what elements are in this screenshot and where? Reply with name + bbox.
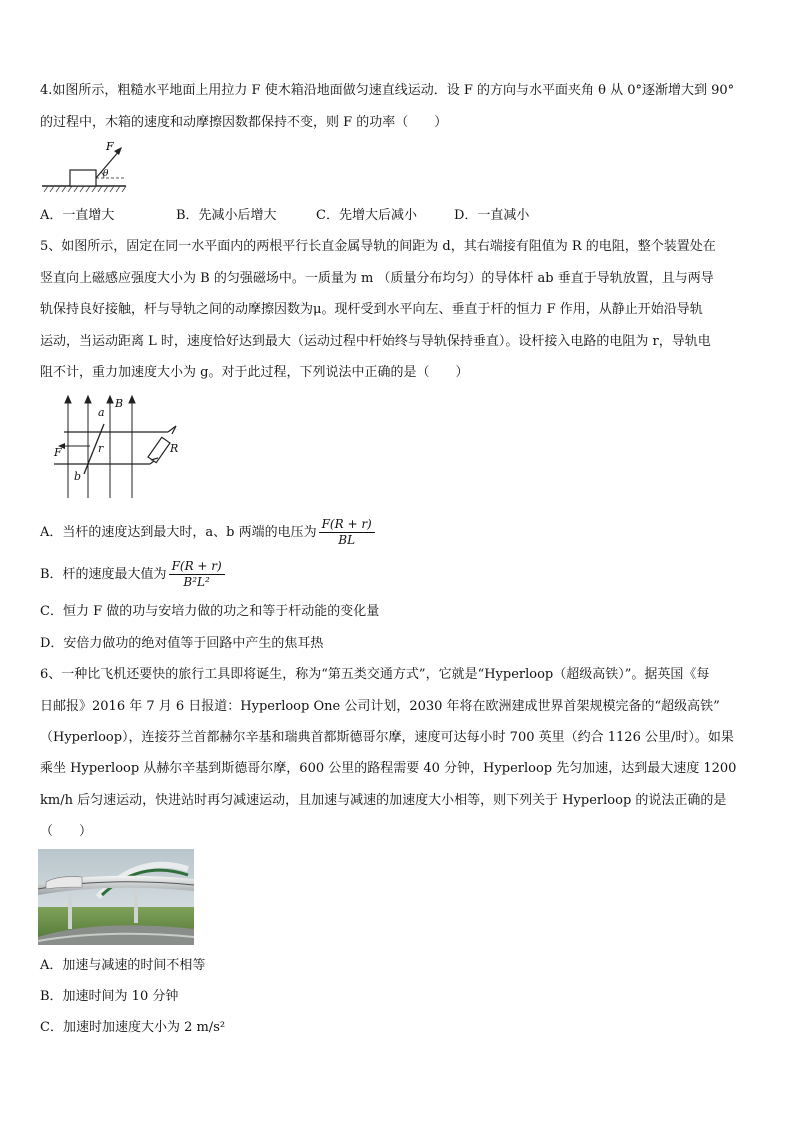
q6-stem-line-2: 日邮报》2016 年 7 月 6 日报道：Hyperloop One 公司计划，2030 年将在欧洲建成世界首架规模完备的“超级高铁” bbox=[40, 699, 720, 714]
q4-stem-line-2: 的过程中，木箱的速度和动摩擦因数都保持不变，则 F 的功率（ ） bbox=[40, 115, 448, 130]
q5-stem-line-1: 5、如图所示，固定在同一水平面内的两根平行长直金属导轨的间距为 d，其右端接有阻值为 R 的电阻，整个装置处在 bbox=[40, 239, 716, 254]
q4-option-b: B．先减小后增大 bbox=[176, 208, 277, 223]
q5-option-b-numerator: F(R + r) bbox=[169, 559, 225, 575]
q5-option-b bbox=[40, 558, 227, 592]
q6-stem-line-5: km/h 后匀速运动，快进站时再匀减速运动，且加速与减速的加速度大小相等，则下列关于 Hyperloop 的说法正确的是 bbox=[40, 793, 727, 808]
q4-option-d: D．一直减小 bbox=[454, 208, 530, 223]
q6-option-a: A．加速与减速的时间不相等 bbox=[40, 958, 206, 973]
q6-option-c: C．加速时加速度大小为 2 m/s² bbox=[40, 1020, 226, 1035]
q5-stem-line-5: 阻不计，重力加速度大小为 g。对于此过程，下列说法中正确的是（ ） bbox=[40, 365, 469, 380]
q5-label-B: B bbox=[115, 397, 124, 410]
q4-option-a: A．一直增大 bbox=[40, 208, 115, 223]
q6-stem-line-1: 6、一种比飞机还要快的旅行工具即将诞生，称为“第五类交通方式”，它就是“Hyperloop（超级高铁）”。据英国《每 bbox=[40, 667, 710, 682]
q5-label-a: a bbox=[98, 406, 105, 419]
q4-stem-line-1: 4.如图所示，粗糙水平地面上用拉力 F 使木箱沿地面做匀速直线运动．设 F 的方向与水平面夹角 θ 从 0°逐渐增大到 90° bbox=[40, 83, 735, 98]
q5-option-a-fraction bbox=[319, 517, 375, 548]
q5-option-a-denominator: BL bbox=[338, 533, 356, 547]
q4-force-label: F bbox=[106, 140, 114, 153]
q5-stem-line-4: 运动，当运动距离 L 时，速度恰好达到最大（运动过程中杆始终与导轨保持垂直）。设杆接入电路的电阻为 r，导轨电 bbox=[40, 334, 711, 349]
q5-label-b: b bbox=[74, 470, 82, 483]
q4-angle-label: θ bbox=[103, 169, 109, 179]
hyperloop-photo bbox=[38, 849, 194, 945]
q4-options bbox=[40, 207, 529, 225]
q5-option-a-text: A．当杆的速度达到最大时，a、b 两端的电压为 bbox=[40, 525, 317, 540]
q5-stem-line-3: 轨保持良好接触，杆与导轨之间的动摩擦因数为μ。现杆受到水平向左、垂直于杆的恒力 F 作用，从静止开始沿导轨 bbox=[40, 302, 703, 317]
q5-label-r: r bbox=[98, 442, 104, 455]
q5-option-d: D．安倍力做功的绝对值等于回路中产生的焦耳热 bbox=[40, 636, 324, 651]
q4-option-c: C．先增大后减小 bbox=[316, 208, 417, 223]
q5-label-R: R bbox=[170, 442, 179, 455]
q5-option-c: C．恒力 F 做的功与安培力做的功之和等于杆动能的变化量 bbox=[40, 604, 380, 619]
q6-stem-line-4: 乘坐 Hyperloop 从赫尔辛基到斯德哥尔摩，600 公里的路程需要 40 分钟，Hyperloop 先匀加速，达到最大速度 1200 bbox=[40, 761, 737, 776]
q5-option-a-numerator: F(R + r) bbox=[319, 517, 375, 533]
q6-option-b: B．加速时间为 10 分钟 bbox=[40, 989, 179, 1004]
q5-option-b-fraction bbox=[169, 559, 225, 590]
q6-stem-line-6: （ ） bbox=[40, 824, 93, 839]
q5-option-a bbox=[40, 516, 377, 550]
q6-stem-line-3: （Hyperloop），连接芬兰首都赫尔辛基和瑞典首都斯德哥尔摩，速度可达每小时 700 英里（约合 1126 公里/时）。如果 bbox=[40, 730, 734, 745]
q5-option-b-denominator: B²L² bbox=[183, 575, 210, 589]
q5-label-F: F bbox=[54, 446, 62, 459]
q4-crate-diagram bbox=[40, 140, 130, 198]
q5-option-b-text: B．杆的速度最大值为 bbox=[40, 567, 167, 582]
q5-rail-diagram bbox=[50, 394, 200, 500]
q5-stem-line-2: 竖直向上磁感应强度大小为 B 的匀强磁场中。一质量为 m （质量分布均匀）的导体杆 ab 垂直于导轨放置，且与两导 bbox=[40, 271, 714, 286]
